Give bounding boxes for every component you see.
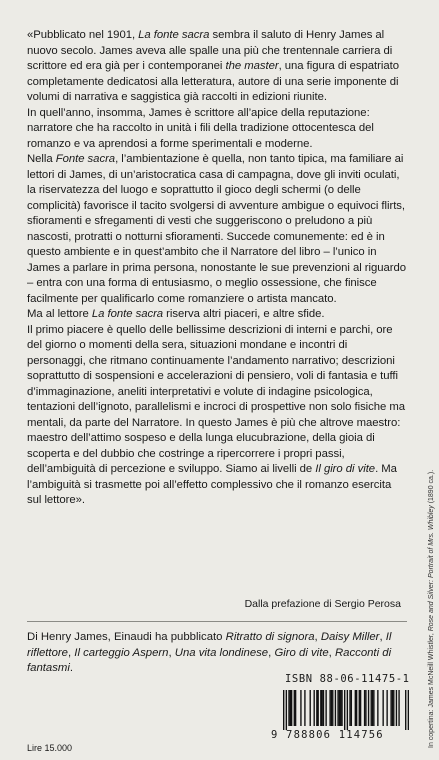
barcode-bar: [314, 690, 315, 726]
text-run: Nella: [27, 153, 56, 165]
barcode-bar: [341, 690, 342, 726]
barcode-bar: [365, 690, 366, 726]
blurb-paragraph: [27, 106, 407, 153]
barcode-bar: [364, 690, 365, 726]
barcode-bar: [283, 690, 284, 730]
book-title: Giro di vite: [274, 646, 329, 659]
text-run: . Ma l’ambiguità si trasmette poi all’effetto complessivo che il romanzo esercita sul lettore».: [27, 463, 397, 506]
book-title: Il riflettore: [27, 631, 392, 659]
text-run: Ma al lettore: [27, 308, 92, 320]
barcode-bar: [291, 690, 292, 726]
barcode-bar: [295, 690, 296, 726]
barcode-bar: [325, 690, 326, 726]
book-title: Il giro di vite: [315, 463, 376, 475]
barcode-bar: [331, 690, 332, 726]
blurb-text: [27, 28, 407, 509]
barcode-bar: [396, 690, 397, 726]
barcode-bar: [340, 690, 341, 726]
barcode-bar: [372, 690, 373, 726]
book-title: the master: [225, 60, 279, 72]
barcode-bar: [288, 690, 289, 726]
book-title: Ritratto di signora: [225, 631, 315, 643]
blurb-paragraph: [27, 28, 407, 106]
text-run: Il primo piacere è quello delle bellissime descrizioni di interni e parchi, ore del giorno o momenti della sera, situazioni mondane e incontri di personaggi, che ritmano continuamente l’andamento narrativo; descrizioni soprattutto di sospensioni e accelerazioni di pensiero, voli di fantasia e tuffi d’immaginazione, aneliti interpretativi e volute di indagine psicologica, tentazioni dell’ignoto, parallelismi e incroci di prospettive non solo fisiche ma mentali, da parte del Narratore. In questo James è più che altrove maestro: maestro dell’attimo sospeso e della lunga elucubrazione, della gioia di scoperta e del dubbio che costringe a ripercorrere i propri passi, dell’ambiguità di percezione e sviluppo. Siamo ai livelli de: [27, 323, 406, 475]
ean-number: 9 788806 114756: [271, 729, 384, 741]
barcode-bar: [392, 690, 393, 726]
blurb-paragraph: [27, 307, 407, 323]
barcode-bar: [300, 690, 301, 726]
text-run: ,: [67, 646, 75, 659]
other-works-note: [27, 630, 402, 677]
barcode-bar: [377, 690, 378, 726]
barcode-bar: [382, 690, 383, 726]
barcode-bar: [398, 690, 399, 726]
text-run: ,: [379, 631, 386, 643]
barcode-bar: [320, 690, 321, 726]
barcode: [283, 690, 409, 730]
book-title: Daisy Miller: [320, 631, 380, 643]
barcode-bar: [390, 690, 391, 726]
barcode-bar: [373, 690, 374, 726]
price-label: Lire 15.000: [27, 743, 73, 753]
barcode-bar: [405, 690, 406, 730]
text-run: ,: [314, 631, 321, 643]
barcode-bar: [393, 690, 394, 726]
barcode-bar: [360, 690, 361, 726]
barcode-bar: [323, 690, 324, 726]
text-run: In quell’anno, insomma, James è scrittore all’apice della reputazione: narratore che ha raccolto in unità i fili della tradizione ottocentesca del romanzo e va aprendosi a forme sperimentali e moderne.: [27, 106, 374, 150]
blurb-paragraph: [27, 323, 407, 509]
barcode-bar: [339, 690, 340, 726]
barcode-bar: [335, 690, 336, 726]
book-title: Racconti di fantasmi: [27, 646, 392, 674]
barcode-bar: [408, 690, 409, 730]
barcode-bar: [356, 690, 357, 726]
preface-credit: Dalla prefazione di Sergio Perosa: [244, 598, 401, 610]
text-run: «Pubblicato nel 1901,: [27, 29, 139, 41]
text-run: ,: [268, 646, 275, 659]
book-title: Una vita londinese: [174, 646, 269, 659]
barcode-bar: [310, 690, 311, 726]
book-title: La fonte sacra: [91, 308, 164, 320]
barcode-bar: [347, 690, 348, 730]
barcode-bar: [349, 690, 350, 726]
text-run: , l’ambientazione è quella, non tanto tipica, ma familiare ai lettori di James, di un’aristocratica casa di campagna, dove gli inviti oculati, la riservatezza del luogo e soprattutto il gioco degli schermi (o delle complicità) favorisce il tacito svolgersi di avventure ambigue o equivoci flirts, sfioramenti e sfregamenti di vesti che suggeriscono o preludono a più nascosti, protratti o notturni sfioramenti. Succede comunemente: ed è in questo ambiente e in quest’ambito che il Narratore del libro – l’unico in James a parlare in prima persona, nonostante le sue prevenzioni al riguardo – entra con una forma di entusiasmo, o meglio ossessione, che finisce facilmente per qualificarlo come romanziere o artista mancato.: [27, 153, 407, 305]
barcode-bar: [304, 690, 305, 726]
barcode-bar: [359, 690, 360, 726]
barcode-bar: [316, 690, 317, 726]
text-run: riserva altri piaceri, e altre sfide.: [163, 308, 325, 320]
book-title: La fonte sacra: [138, 29, 210, 41]
barcode-bar: [351, 690, 352, 726]
book-title: Il carteggio Aspern: [74, 646, 169, 659]
barcode-bar: [337, 690, 338, 726]
barcode-bar: [321, 690, 322, 726]
barcode-bar: [290, 690, 291, 726]
book-title: Fonte sacra: [55, 153, 116, 165]
text-run: Di Henry James, Einaudi ha pubblicato: [27, 631, 226, 643]
barcode-bar: [332, 690, 333, 726]
barcode-bar: [317, 690, 318, 726]
divider: [27, 621, 407, 622]
text-run: ,: [328, 646, 335, 659]
blurb-paragraph: [27, 152, 407, 307]
text-run: , una figura di espatriato completamente dedicatosi alla letteratura, autore di una serie imponente di volumi di narrativa e saggistica già raccolti in edizioni riunite.: [27, 60, 399, 103]
text-run: sembra il saluto di Henry James al nuovo secolo. James aveva alle spalle una più che trentennale carriera di scrittore ed era già per i contemporanei: [27, 29, 393, 72]
barcode-bar: [294, 690, 295, 726]
barcode-bar: [355, 690, 356, 726]
isbn-number: ISBN 88-06-11475-1: [285, 673, 410, 685]
cover-art-credit: In copertina: James McNeill Whistler, Rose and Silver: Portrait of Mrs. Whibley (1890 ca.).: [428, 469, 435, 748]
barcode-bar: [329, 690, 330, 726]
text-run: .: [69, 662, 74, 674]
barcode-bar: [386, 690, 387, 726]
barcode-bar: [344, 690, 345, 730]
text-run: ,: [168, 646, 175, 659]
barcode-bar: [368, 690, 369, 726]
barcode-bar: [286, 690, 287, 730]
barcode-bar: [371, 690, 372, 726]
